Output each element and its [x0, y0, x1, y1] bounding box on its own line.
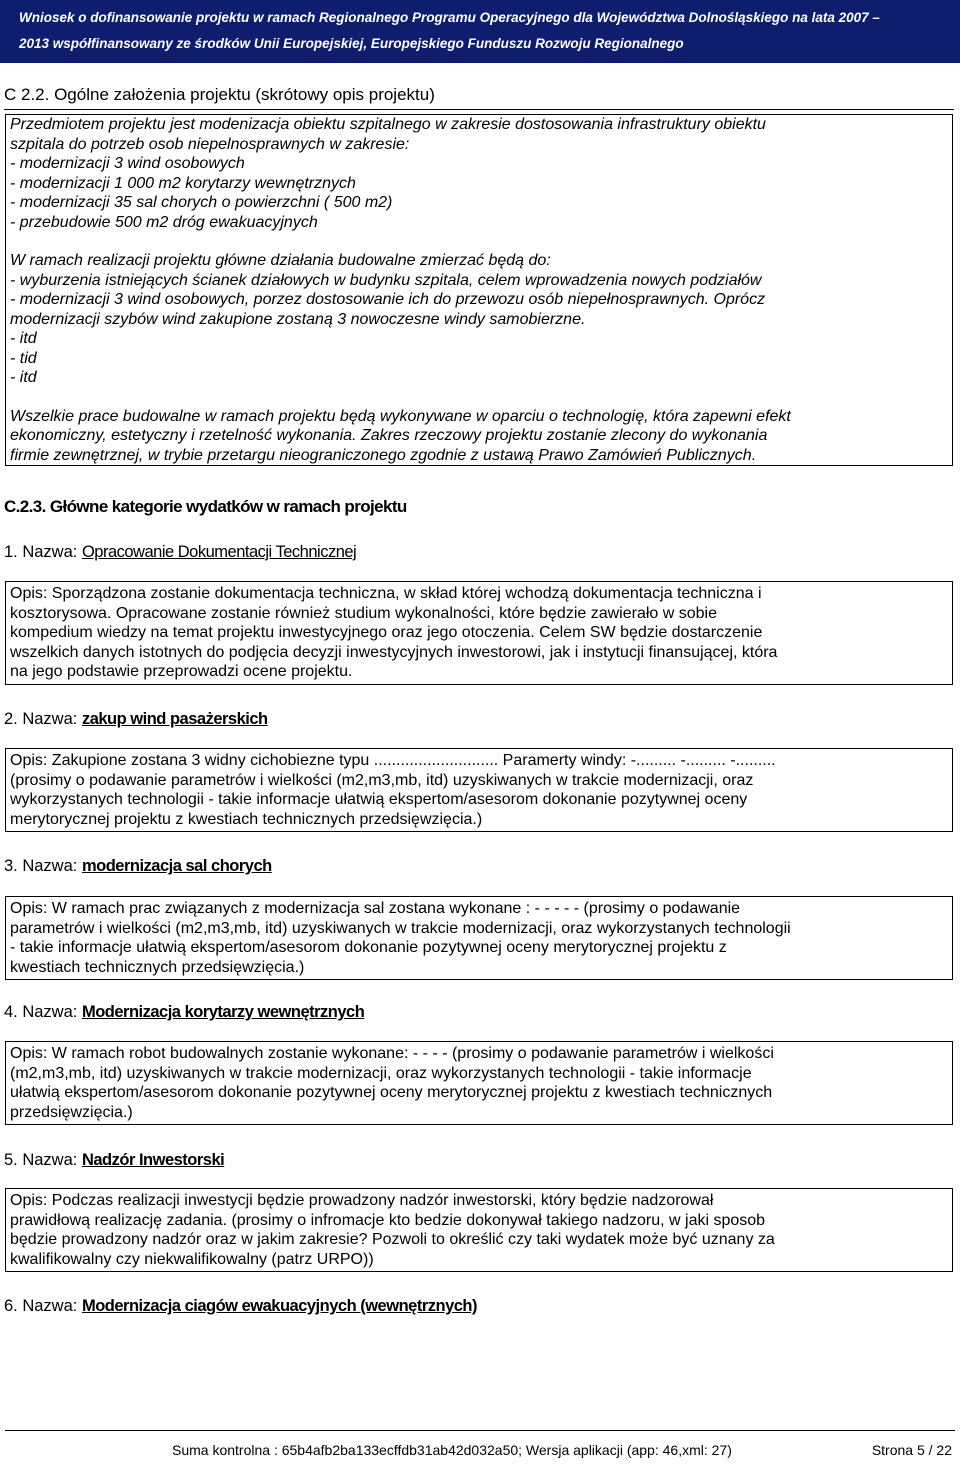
expense-item-3-heading [4, 857, 272, 876]
summary-spacer [10, 388, 948, 407]
item-prefix: 4. Nazwa: [4, 1003, 82, 1021]
expense-item-3-description [5, 896, 953, 980]
item-name: zakup wind pasażerskich [81, 710, 268, 728]
opis-line: - takie informacje ułatwią ekspertom/asesorom dokonanie pozytywnej oceny merytorycznej projektu z [10, 939, 727, 956]
opis-line: kwalifikowalny czy niekwalifikowalny (patrz URPO)) [10, 1250, 374, 1268]
opis-line: na jego podstawie przeprowadzi ocene projektu. [10, 663, 353, 680]
item-prefix: 5. Nazwa: [4, 1151, 82, 1169]
opis-line: kompedium wiedzy na temat projektu inwestycyjnego oraz jego otoczenia. Celem SW będzie dostarczenie [10, 624, 763, 641]
opis-line: (prosimy o podawanie parametrów i wielkości (m2,m3,mb, itd) uzyskiwanych w trakcie modernizacji, oraz [10, 771, 754, 789]
summary-line: ekonomiczny, estetyczny i rzetelność wykonania. Zakres rzeczowy projektu zostanie zlecony do wykonania [10, 427, 768, 444]
opis-line: prawidłową realizację zadania. (prosimy o infromacje kto bedzie dokonywał takiego nadzoru, w jaki sposob [10, 1211, 766, 1229]
summary-line: - modernizacji 35 sal chorych o powierzchni ( 500 m2) [10, 194, 393, 211]
expense-item-4-description [5, 1041, 953, 1125]
section-title: C 2.2. Ogólne założenia projektu (skrótowy opis projektu) [4, 84, 954, 110]
opis-line: wszelkich danych istotnych do podjęcia decyzji inwestycyjnych inwestorowi, jak i instytucji finansującej, która [10, 643, 778, 661]
opis-line: będzie prowadzony nadzór oraz w jakim zakresie? Pozwoli to określić czy taki wydatek może być uznany za [10, 1231, 775, 1248]
categories-title: C.2.3. Główne kategorie wydatków w ramach projektu [4, 497, 407, 516]
item-prefix: 1. Nazwa: [4, 543, 82, 561]
item-name: Modernizacja korytarzy wewnętrznych [81, 1003, 365, 1021]
summary-line: - tid [10, 349, 37, 367]
summary-line: Wszelkie prace budowalne w ramach projektu będą wykonywane w oparciu o technologię, która zapewni efekt [10, 407, 791, 425]
expense-item-5-heading [4, 1151, 224, 1170]
project-summary-box [5, 114, 953, 466]
opis-line: Opis: W ramach robot budowalnych zostanie wykonane: - - - - (prosimy o podawanie parametrów i wielkości [10, 1045, 774, 1062]
summary-line: - itd [10, 330, 37, 347]
summary-line: - itd [10, 369, 37, 386]
opis-line: kosztorysowa. Opracowane zostanie również studium wykonalności, które będzie zawierało w sobie [10, 604, 717, 622]
item-prefix: 2. Nazwa: [4, 710, 82, 728]
item-prefix: 6. Nazwa: [4, 1297, 82, 1315]
summary-line: Przedmiotem projektu jest modenizacja obiektu szpitalnego w zakresie dostosowania infrastruktury obiektu [10, 116, 766, 133]
opis-line: merytorycznej projektu z kwestiach technicznych przedsięwzięcia.) [10, 810, 483, 828]
expense-item-6-heading [4, 1297, 477, 1316]
opis-line: ułatwią ekspertom/asesorom dokonanie pozytywnej oceny merytorycznej projektu z kwestiach technicznych [10, 1084, 773, 1101]
summary-line: szpitala do potrzeb osob niepelnosprawnych w zakresie: [10, 135, 410, 153]
opis-line: (m2,m3,mb, itd) uzyskiwanych w trakcie modernizacji, oraz wykorzystanych technologii - takie informacje [10, 1064, 752, 1082]
expense-item-1-heading [4, 543, 356, 562]
item-name: modernizacja sal chorych [81, 857, 272, 875]
summary-line: - modernizacji 1 000 m2 korytarzy wewnętrznych [10, 174, 356, 192]
item-name: Nadzór Inwestorski [81, 1151, 225, 1169]
expense-item-4-heading [4, 1003, 364, 1022]
summary-line: W ramach realizacji projektu główne działania budowalne zmierzać będą do: [10, 252, 551, 269]
expense-item-2-description [5, 748, 953, 832]
opis-line: przedsięwzięcia.) [10, 1103, 133, 1121]
summary-line: modernizacji szybów wind zakupione zostaną 3 nowoczesne windy samobierzne. [10, 310, 586, 328]
expense-item-1-description [5, 581, 953, 685]
summary-spacer [10, 232, 948, 251]
header-line-2: 2013 współfinansowany ze środków Unii Europejskiej, Europejskiego Funduszu Rozwoju Regionalnego [19, 36, 684, 51]
expense-item-5-description [5, 1188, 953, 1272]
opis-line: Opis: Podczas realizacji inwestycji będzie prowadzony nadzór inwestorski, który będzie nadzorował [10, 1192, 714, 1209]
summary-line: - modernizacji 3 wind osobowych [10, 155, 245, 172]
item-name: Opracowanie Dokumentacji Technicznej [81, 543, 357, 561]
summary-line: - wyburzenia istniejących ścianek działowych w budynku szpitala, celem wprowadzenia nowych podziałów [10, 271, 762, 289]
opis-line: parametrów i wielkości (m2,m3,mb, itd) uzyskiwanych w trakcie modernizacji, oraz wykorzystanych technologii [10, 919, 791, 937]
opis-line: kwestiach technicznych przedsięwzięcia.) [10, 958, 305, 976]
opis-line: Opis: W ramach prac związanych z modernizacja sal zostana wykonane : - - - - - (prosimy o podawanie [10, 900, 741, 917]
footer-page-number: Strona 5 / 22 [871, 1442, 952, 1458]
item-name: Modernizacja ciagów ewakuacyjnych (wewnętrznych) [81, 1297, 477, 1315]
item-prefix: 3. Nazwa: [4, 857, 82, 875]
footer-checksum: Suma kontrolna : 65b4afb2ba133ecffdb31ab42d032a50; Wersja aplikacji (app: 46,xml: 27) [172, 1442, 732, 1458]
footer-divider [5, 1430, 955, 1431]
summary-line: - przebudowie 500 m2 dróg ewakuacyjnych [10, 213, 318, 231]
opis-line: Opis: Zakupione zostana 3 widny cichobiezne typu ............................ Paramerty windy: -......... -......... -......... [10, 752, 776, 769]
summary-line: - modernizacji 3 wind osobowych, porzez dostosowanie ich do przewozu osób niepełnosprawnych. Oprócz [10, 291, 766, 308]
expense-item-2-heading [4, 710, 268, 729]
header-line-1: Wniosek o dofinansowanie projektu w ramach Regionalnego Programu Operacyjnego dla Województwa Dolnośląskiego na lata 2007 – [19, 10, 880, 25]
summary-line: firmie zewnętrznej, w trybie przetargu nieograniczonego zgodnie z ustawą Prawo Zamówień Publicznych. [10, 446, 757, 464]
opis-line: Opis: Sporządzona zostanie dokumentacja techniczna, w skład której wchodzą dokumentacja techniczna i [10, 585, 762, 602]
opis-line: wykorzystanych technologii - takie informacje ułatwią ekspertom/asesorom dokonanie pozytywnej oceny [10, 791, 748, 808]
document-header [0, 0, 960, 63]
